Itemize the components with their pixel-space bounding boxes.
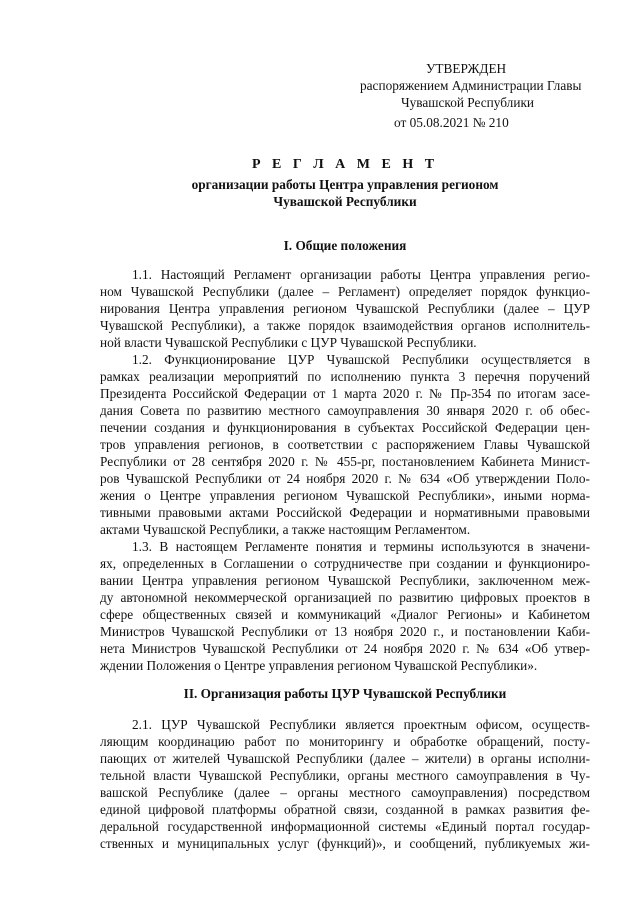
- paragraph-line: ственных и муниципальных услуг (функций)», и сообщений, публикуемых жи-: [100, 836, 590, 851]
- document-title: Р Е Г Л А М Е Н Т: [251, 157, 439, 172]
- paragraph-line: тельной власти Чувашской Республики, органы местного самоуправления в Чу-: [100, 768, 590, 783]
- paragraph-line: Президента Российской Федерации от 1 марта 2020 г. № Пр-354 по итогам засе-: [100, 386, 590, 401]
- paragraph-line: сфере общественных связей и коммуникаций «Диалог Регионы» и Кабинетом: [100, 607, 590, 622]
- document-subtitle: Чувашской Республики: [273, 194, 417, 209]
- paragraph-line: ждении Положения о Центре управления регионом Чувашской Республики».: [100, 658, 538, 673]
- paragraph-line: пающих от жителей Чувашской Республики (далее – жители) в органы исполни-: [100, 751, 590, 766]
- approval-stamp: [360, 61, 620, 132]
- paragraph-line: 2.1. ЦУР Чувашской Республики является проектным офисом, осуществ-: [132, 717, 590, 732]
- section-heading: I. Общие положения: [283, 238, 407, 253]
- paragraph-line: 1.1. Настоящий Регламент организации работы Центра управления регио-: [132, 267, 590, 282]
- paragraph-line: рамках реализации мероприятий по исполнению пункта 3 перечня поручений: [100, 369, 590, 384]
- document-subtitle: организации работы Центра управления регионом: [191, 177, 499, 192]
- paragraph-line: вашской Республике (далее – органы местного самоуправления) посредством: [100, 785, 590, 800]
- paragraph-line: печении создания и функционирования в субъектах Российской Федерации цен-: [100, 420, 590, 435]
- paragraph-line: деральной государственной информационной системы «Единый портал государ-: [100, 819, 590, 834]
- paragraph-line: нета Министров Чувашской Республики от 24 ноября 2020 г. № 634 «Об утвер-: [100, 641, 590, 656]
- paragraph-line: актами Чувашской Республики, а также настоящим Регламентом.: [100, 522, 471, 537]
- paragraph-line: Республики от 28 сентября 2020 г. № 455-рг, постановлением Кабинета Минист-: [100, 454, 590, 469]
- approval-line: распоряжением Администрации Главы: [360, 77, 582, 93]
- paragraph-line: ной власти Чувашской Республики с ЦУР Чувашской Республики.: [100, 335, 477, 350]
- approval-line: Чувашской Республики: [401, 94, 535, 110]
- paragraph-line: 1.3. В настоящем Регламенте понятия и термины используются в значени-: [132, 539, 590, 554]
- paragraph-line: Чувашской Республики), а также порядок взаимодействия органов исполнитель-: [100, 318, 590, 333]
- paragraph-line: тивными правовыми актами Российской Федерации и нормативными правовыми: [100, 505, 590, 520]
- paragraph-line: 1.2. Функционирование ЦУР Чувашской Республики осуществляется в: [132, 352, 590, 367]
- paragraph-line: тров управления регионов, в соответствии с распоряжением Главы Чувашской: [100, 437, 590, 452]
- paragraph-line: ях, определенных в Соглашении о сотрудничестве при создании и функциониро-: [100, 556, 590, 571]
- paragraph-line: ляющим координацию работ по мониторингу и обработке обращений, посту-: [100, 734, 590, 749]
- paragraph-line: жения о Центре управления регионом Чувашской Республики», иными норма-: [100, 488, 590, 503]
- paragraph-line: единой цифровой платформы обратной связи, созданной в рамках развития фе-: [100, 802, 590, 817]
- approval-title: УТВЕРЖДЕН: [426, 61, 507, 76]
- approval-date-number: от 05.08.2021 № 210: [394, 114, 509, 130]
- paragraph-line: вании Центра управления регионом Чувашской Республики, заключенном меж-: [100, 573, 590, 588]
- paragraph-line: дания Совета по развитию местного самоуправления 30 января 2020 г. об обес-: [100, 403, 590, 418]
- paragraph-line: ров Чувашской Республики от 24 ноября 2020 г. № 634 «Об утверждении Поло-: [100, 471, 590, 486]
- paragraph-line: ду автономной некоммерческой организацией по развитию цифровых проектов в: [100, 590, 590, 605]
- paragraph-line: ном Чувашской Республики (далее – Регламент) определяет порядок функцио-: [100, 284, 590, 299]
- section-heading: II. Организация работы ЦУР Чувашской Республики: [183, 686, 507, 701]
- paragraph-line: Министров Чувашской Республики от 13 ноября 2020 г., и постановлении Каби-: [100, 624, 590, 639]
- paragraph-line: нирования Центра управления регионом Чувашской Республики (далее – ЦУР: [100, 301, 590, 316]
